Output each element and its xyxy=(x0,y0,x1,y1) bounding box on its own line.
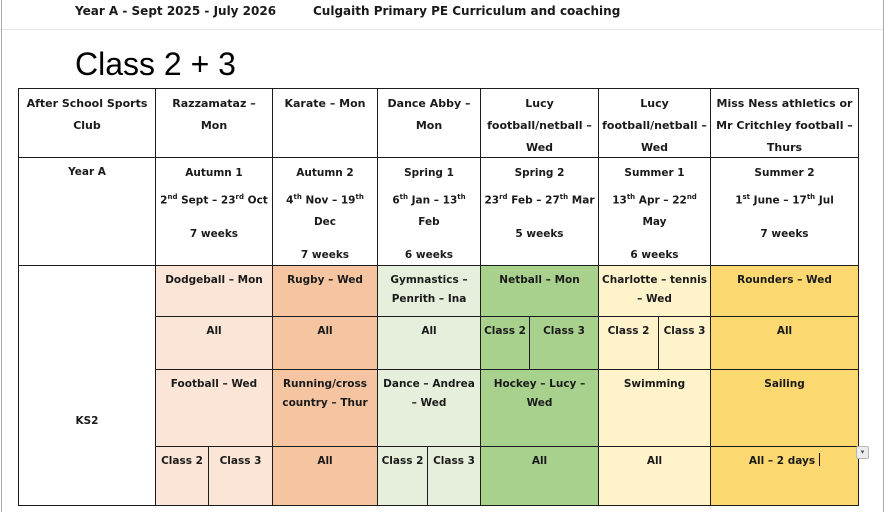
activity-sailing[interactable]: Sailing xyxy=(711,370,859,447)
term-autumn-2[interactable] xyxy=(273,158,378,266)
term-weeks: 7 weeks xyxy=(760,227,809,240)
term-spring-1[interactable] xyxy=(378,158,481,266)
document-title-text: Culgaith Primary PE Curriculum and coaching xyxy=(313,4,621,18)
term-name: Autumn 1 xyxy=(185,167,243,179)
term-weeks: 7 weeks xyxy=(189,227,239,240)
activity-netball[interactable]: Netball – Mon xyxy=(481,266,599,317)
group-cell[interactable]: All xyxy=(273,317,378,370)
term-dates: 4th Nov – 19th Dec xyxy=(286,193,364,228)
activity-tennis[interactable]: Charlotte – tennis – Wed xyxy=(599,266,711,317)
cell-options-dropdown-button[interactable] xyxy=(856,446,869,459)
group-cell[interactable]: Class 3 xyxy=(209,447,273,506)
activity-football[interactable]: Football – Wed xyxy=(156,370,273,447)
group-cell[interactable]: All xyxy=(378,317,481,370)
term-weeks: 6 weeks xyxy=(404,248,454,261)
term-summer-2[interactable] xyxy=(711,158,859,266)
header-razzamataz[interactable]: Razzamataz – Mon xyxy=(156,89,273,158)
term-summer-1[interactable] xyxy=(599,158,711,266)
group-cell[interactable]: Class 2 xyxy=(156,447,209,506)
group-cell[interactable]: Class 3 xyxy=(659,317,711,370)
group-cell[interactable]: Class 2 xyxy=(481,317,530,370)
year-span-text: Year A - Sept 2025 - July 2026 xyxy=(75,4,277,18)
group-cell[interactable]: All xyxy=(156,317,273,370)
activity-dodgeball[interactable]: Dodgeball – Mon xyxy=(156,266,273,317)
term-dates: 1st June – 17th Jul xyxy=(735,193,834,207)
term-name: Spring 1 xyxy=(404,167,454,179)
header-lucy-football-1[interactable]: Lucy football/netball – Wed xyxy=(481,89,599,158)
group-cell[interactable]: Class 2 xyxy=(378,447,428,506)
term-weeks: 6 weeks xyxy=(630,248,679,261)
header-karate[interactable]: Karate – Mon xyxy=(273,89,378,158)
term-dates: 6th Jan – 13th Feb xyxy=(392,193,466,228)
activity-rugby[interactable]: Rugby – Wed xyxy=(273,266,378,317)
activity-dance-andrea[interactable]: Dance – Andrea – Wed xyxy=(378,370,481,447)
activity-gymnastics[interactable]: Gymnastics – Penrith – Ina xyxy=(378,266,481,317)
group-cell[interactable]: All xyxy=(711,317,859,370)
term-name: Summer 2 xyxy=(754,167,815,179)
term-autumn-1[interactable] xyxy=(156,158,273,266)
group-cell-text: All – 2 days xyxy=(748,455,816,467)
term-name: Spring 2 xyxy=(514,167,565,179)
activity-swimming[interactable]: Swimming xyxy=(599,370,711,447)
year-a-cell[interactable]: Year A xyxy=(19,158,156,266)
term-name: Summer 1 xyxy=(624,167,685,179)
class-heading: Class 2 + 3 xyxy=(75,46,236,82)
group-cell[interactable]: Class 2 xyxy=(599,317,659,370)
header-athletics-football[interactable]: Miss Ness athletics or Mr Critchley football – Thurs xyxy=(711,89,859,158)
term-weeks: 7 weeks xyxy=(300,248,350,261)
activity-rounders[interactable]: Rounders – Wed xyxy=(711,266,859,317)
term-name: Autumn 2 xyxy=(296,167,354,179)
term-dates: 13th Apr – 22nd May xyxy=(612,193,697,228)
group-cell[interactable]: All xyxy=(599,447,711,506)
term-spring-2[interactable] xyxy=(481,158,599,266)
group-cell[interactable]: All xyxy=(273,447,378,506)
group-cell[interactable]: All xyxy=(481,447,599,506)
text-cursor xyxy=(819,453,820,466)
header-divider-line xyxy=(2,29,883,30)
term-weeks: 5 weeks xyxy=(515,227,564,240)
chevron-down-icon: ▾ xyxy=(860,448,865,456)
activity-running[interactable]: Running/cross country – Thur xyxy=(273,370,378,447)
term-dates: 2nd Sept – 23rd Oct xyxy=(160,193,268,207)
window-right-edge xyxy=(883,0,884,512)
header-dance-abby[interactable]: Dance Abby – Mon xyxy=(378,89,481,158)
header-after-school-club[interactable]: After School Sports Club xyxy=(19,89,156,158)
group-cell[interactable]: Class 3 xyxy=(428,447,481,506)
term-dates: 23rd Feb – 27th Mar xyxy=(484,193,595,207)
group-cell[interactable]: Class 3 xyxy=(530,317,599,370)
pe-curriculum-table xyxy=(18,88,859,506)
ks2-label-cell[interactable]: KS2 xyxy=(19,266,156,506)
group-cell-all-2-days[interactable] xyxy=(711,447,859,506)
activity-hockey[interactable]: Hockey – Lucy – Wed xyxy=(481,370,599,447)
window-left-edge xyxy=(1,0,2,512)
header-lucy-football-2[interactable]: Lucy football/netball – Wed xyxy=(599,89,711,158)
